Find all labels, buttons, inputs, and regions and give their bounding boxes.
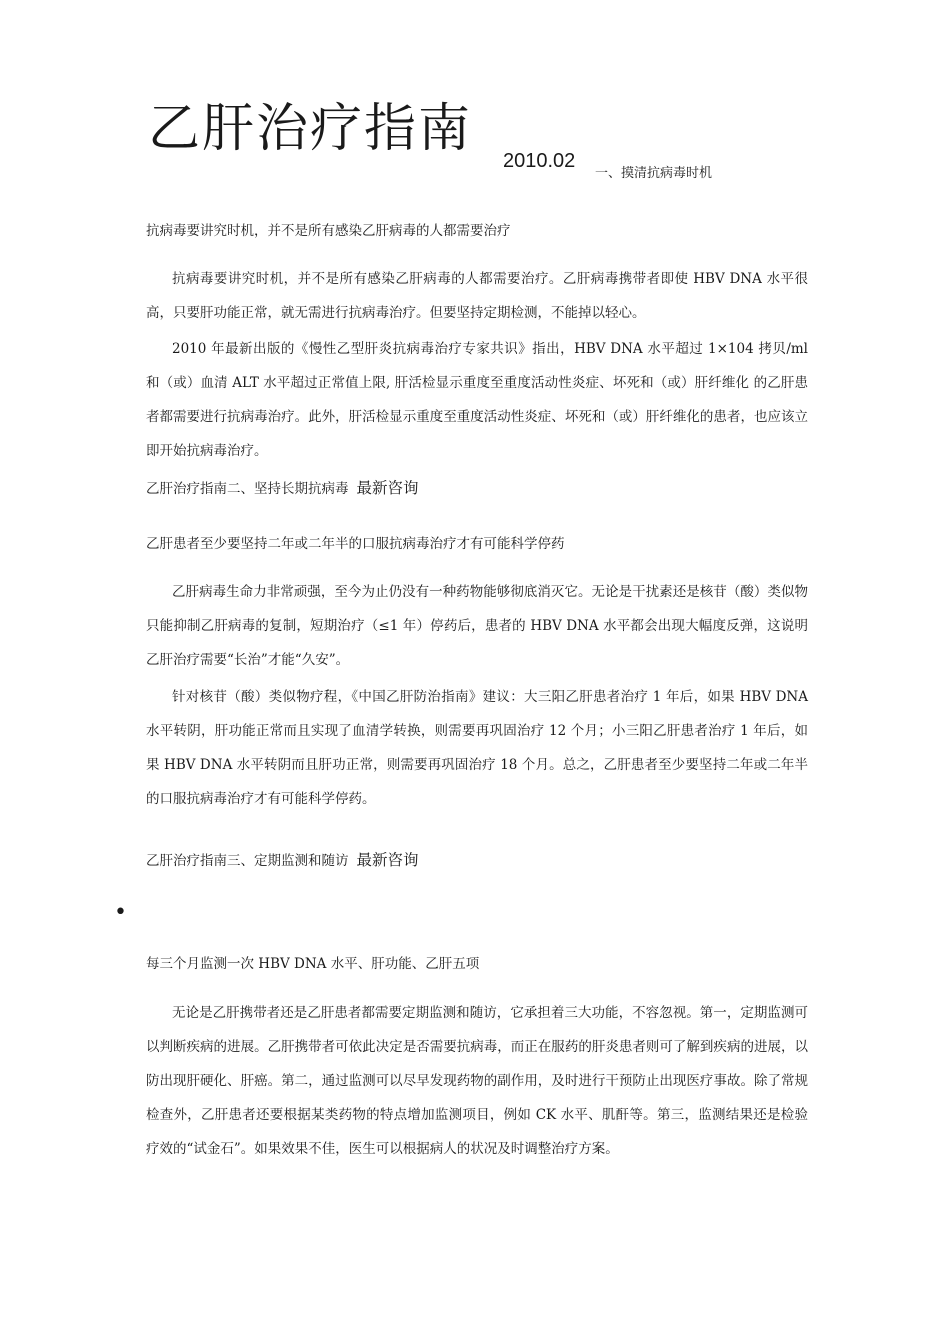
section3-title: 乙肝治疗指南三、定期监测和随访 — [146, 853, 349, 869]
section3-subtitle: 每三个月监测一次 HBV DNA 水平、肝功能、乙肝五项 — [146, 956, 480, 972]
section2-paragraph-1: 乙肝病毒生命力非常顽强，至今为止仍没有一种药物能够彻底消灭它。无论是干扰素还是核苷（酸）类似物只能抑制乙肝病毒的复制，短期治疗（≤1 年）停药后，患者的 HBV DNA 水平都会出现大幅度反弹，这说明乙肝治疗需要“长治”才能“久安”。 — [146, 584, 808, 668]
section2-heading — [146, 476, 419, 498]
latest-consult-link[interactable]: 最新咨询 — [356, 479, 419, 497]
bullet-point: • — [114, 900, 127, 925]
section1-paragraph-2: 2010 年最新出版的《慢性乙型肝炎抗病毒治疗专家共识》指出，HBV DNA 水平超过 1×104 拷贝/ml 和（或）血清 ALT 水平超过正常值上限, 肝活检显示重度至重度活动性炎症、坏死和（或）肝纤维化 的乙肝患者都需要进行抗病毒治疗。此外，肝活检显示重度至重度活动性炎症、坏死和（或）肝纤维化的患者，也应该立即开始抗病毒治疗。 — [146, 341, 808, 459]
document-date: 2010.02 — [503, 150, 576, 172]
section2-paragraph-2: 针对核苷（酸）类似物疗程，《中国乙肝防治指南》建议：大三阳乙肝患者治疗 1 年后，如果 HBV DNA 水平转阴，肝功能正常而且实现了血清学转换，则需要再巩固治疗 12 个月；小三阳乙肝患者治疗 1 年后，如果 HBV DNA 水平转阴而且肝功正常，则需要再巩固治疗 18 个月。总之，乙肝患者至少要坚持二年或二年半的口服抗病毒治疗才有可能科学停药。 — [146, 689, 808, 807]
section3-paragraph-1: 无论是乙肝携带者还是乙肝患者都需要定期监测和随访，它承担着三大功能，不容忽视。第一，定期监测可以判断疾病的进展。乙肝携带者可依此决定是否需要抗病毒，而正在服药的肝炎患者则可了解到疾病的进展，以防出现肝硬化、肝癌。第二，通过监测可以尽早发现药物的副作用，及时进行干预防止出现医疗事故。除了常规检查外，乙肝患者还要根据某类药物的特点增加监测项目，例如 CK 水平、肌酐等。第三，监测结果还是检验疗效的“试金石”。如果效果不佳，医生可以根据病人的状况及时调整治疗方案。 — [146, 1005, 808, 1157]
latest-consult-link[interactable]: 最新咨询 — [356, 851, 419, 869]
section1-title: 一、摸清抗病毒时机 — [595, 166, 713, 181]
section1-subtitle: 抗病毒要讲究时机，并不是所有感染乙肝病毒的人都需要治疗 — [146, 223, 511, 239]
section2-title: 乙肝治疗指南二、坚持长期抗病毒 — [146, 481, 349, 497]
section1-paragraph-1: 抗病毒要讲究时机，并不是所有感染乙肝病毒的人都需要治疗。乙肝病毒携带者即使 HBV DNA 水平很高，只要肝功能正常，就无需进行抗病毒治疗。但要坚持定期检测，不能掉以轻心。 — [146, 271, 808, 321]
section2-subtitle: 乙肝患者至少要坚持二年或二年半的口服抗病毒治疗才有可能科学停药 — [146, 536, 565, 552]
document-title: 乙肝治疗指南 — [148, 99, 473, 159]
section3-heading — [146, 848, 419, 870]
